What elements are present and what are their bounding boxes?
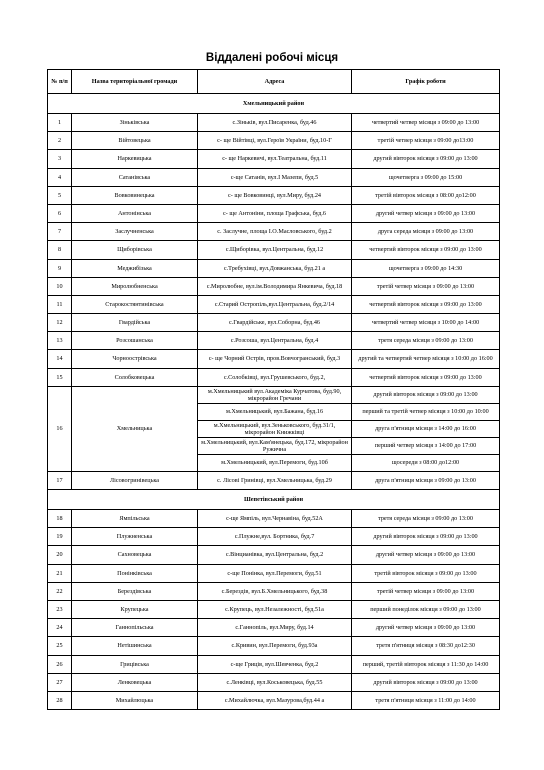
hromada-name: Нетішинська: [72, 637, 198, 655]
table-row: [48, 241, 500, 259]
schedule-cell: друга середа місяця з 09:00 до 13:00: [352, 223, 500, 241]
section-title: Шепетівський район: [48, 490, 500, 510]
address-cell: с- ще Війтівці, вул.Героїв України, буд.10-Г: [198, 132, 352, 150]
hromada-name: Сахновецька: [72, 546, 198, 564]
header-address: Адреса: [198, 70, 352, 94]
schedule-cell: щочетверга з 09:00 до 14:30: [352, 259, 500, 277]
table-row: [48, 186, 500, 204]
section-title: Хмельницький район: [48, 94, 500, 114]
address-cell: м.Хмельницький, вул.Бажана, буд.16: [198, 403, 352, 420]
table-body: [48, 94, 500, 710]
row-number: 4: [48, 168, 72, 186]
schedule-cell: другий четвер місяця з 09:00 до 13:00: [352, 204, 500, 222]
hromada-name: Розсошанська: [72, 332, 198, 350]
hromada-name: Ленковецька: [72, 673, 198, 691]
address-cell: с.Плужне,вул. Бортника, буд.7: [198, 528, 352, 546]
address-cell: м.Хмельницький, вул.Зеньковського, буд.31/1, мікрорайон Книжківці: [198, 420, 352, 437]
table-row: [48, 471, 500, 489]
row-number: 1: [48, 114, 72, 132]
hromada-name: Плужненська: [72, 528, 198, 546]
hromada-name: Понінківська: [72, 564, 198, 582]
schedule-cell: другий вівторок місяця з 09:00 до 13:00: [352, 386, 500, 403]
table-row: [48, 368, 500, 386]
schedule-cell: другий та четвертий четвер місяця з 10:00 до 16:00: [352, 350, 500, 368]
address-cell: с.Розсоша, вул.Центральна, буд.4: [198, 332, 352, 350]
table-row: [48, 619, 500, 637]
row-number: 3: [48, 150, 72, 168]
row-number: 23: [48, 600, 72, 618]
row-number: 9: [48, 259, 72, 277]
schedule-cell: другий вівторок місяця з 09:00 до 13:00: [352, 528, 500, 546]
row-number: 13: [48, 332, 72, 350]
table-row: [48, 386, 500, 403]
address-cell: с-ще Гриців, вул.Шевченка, буд.2: [198, 655, 352, 673]
row-number: 21: [48, 564, 72, 582]
schedule-cell: перший, третій вівторок місяця з 11:30 до 14:00: [352, 655, 500, 673]
schedule-cell: щосереди з 08:00 до12:00: [352, 454, 500, 471]
schedule-cell: четвертий вівторок місяця з 09:00 до 13:00: [352, 295, 500, 313]
table-row: [48, 510, 500, 528]
row-number: 22: [48, 582, 72, 600]
table-row: [48, 277, 500, 295]
table-row: [48, 655, 500, 673]
schedule-cell: четвертий четвер місяця з 10:00 до 14:00: [352, 314, 500, 332]
table-row: [48, 600, 500, 618]
schedule-cell: третя п'ятниця місяця з 08:30 до12:30: [352, 637, 500, 655]
row-number: 27: [48, 673, 72, 691]
address-cell: с.Старий Остропіль,вул.Центральна, буд.2/14: [198, 295, 352, 313]
header-hromada: Назва територіальної громади: [72, 70, 198, 94]
address-cell: м.Хмельницький, вул.Перемоги, буд.10б: [198, 454, 352, 471]
hromada-name: Михайлюцька: [72, 691, 198, 709]
address-cell: с.Ганнопіль, вул.Миру, буд.14: [198, 619, 352, 637]
address-cell: с- ще Наркевичі, вул.Театральна, буд.11: [198, 150, 352, 168]
schedule-cell: третій вівторок місяця з 09:00 до 13:00: [352, 564, 500, 582]
table-row: [48, 332, 500, 350]
hromada-name: Ганнопільська: [72, 619, 198, 637]
table-header-row: [48, 70, 500, 94]
hromada-name: Солобковецька: [72, 368, 198, 386]
section-row: [48, 490, 500, 510]
row-number: 26: [48, 655, 72, 673]
hromada-name: Вовковинецька: [72, 186, 198, 204]
address-cell: с.Кривин, вул.Перемоги, буд.93а: [198, 637, 352, 655]
schedule-cell: перший понеділок місяця з 09:00 до 13:00: [352, 600, 500, 618]
schedule-cell: третій четвер місяця з 09:00 до13:00: [352, 132, 500, 150]
row-number: 10: [48, 277, 72, 295]
table-row: [48, 564, 500, 582]
address-cell: с.Миролюбне, вул.ім.Володимира Янкевича, буд.18: [198, 277, 352, 295]
hromada-name: Крупецька: [72, 600, 198, 618]
section-row: [48, 94, 500, 114]
schedule-cell: четвертий четвер місяця з 09:00 до 13:00: [352, 114, 500, 132]
table-row: [48, 528, 500, 546]
row-number: 16: [48, 386, 72, 471]
hromada-name: Щиборівська: [72, 241, 198, 259]
table-row: [48, 114, 500, 132]
table-row: [48, 132, 500, 150]
schedule-cell: другий четвер місяця з 09:00 до 13:00: [352, 546, 500, 564]
hromada-name: Антонінська: [72, 204, 198, 222]
row-number: 24: [48, 619, 72, 637]
schedule-cell: третя п'ятниця місяця з 11:00 до 14:00: [352, 691, 500, 709]
row-number: 8: [48, 241, 72, 259]
hromada-name: Старокостянтинівська: [72, 295, 198, 313]
schedule-cell: друга п'ятниця місяця з 09:00 до 13:00: [352, 471, 500, 489]
address-cell: с.Требухівці, вул.Довжанська, буд.21 а: [198, 259, 352, 277]
row-number: 19: [48, 528, 72, 546]
address-cell: м.Хмельницький, вул.Кам'янецька, буд.172, мікрорайон Ружична: [198, 437, 352, 454]
address-cell: с.Михайлючка, вул.Мазурова,буд.44 а: [198, 691, 352, 709]
address-cell: с-ще Понінка, вул.Перемоги, буд.51: [198, 564, 352, 582]
hromada-name: Лісовогринівецька: [72, 471, 198, 489]
table-row: [48, 637, 500, 655]
hromada-name: Ямпільська: [72, 510, 198, 528]
hromada-name: Хмельницька: [72, 386, 198, 471]
row-number: 2: [48, 132, 72, 150]
schedule-cell: третя середа місяця з 09:00 до 13:00: [352, 332, 500, 350]
address-cell: с-ще Ямпіль, вул.Чернавіна, буд.52А: [198, 510, 352, 528]
address-cell: с.Гвардійське, вул.Соборна, буд.46: [198, 314, 352, 332]
address-cell: с.Солобківці, вул.Грушевського, буд.2,: [198, 368, 352, 386]
table-row: [48, 582, 500, 600]
address-cell: с- ще Антоніни, площа Графська, буд.6: [198, 204, 352, 222]
hromada-name: Меджибізька: [72, 259, 198, 277]
schedule-cell: третя середа місяця з 09:00 до 13:00: [352, 510, 500, 528]
header-schedule: Графік роботи: [352, 70, 500, 94]
address-cell: с.Зіньків, вул.Писаренка, буд.46: [198, 114, 352, 132]
page-title: Віддалені робочі місця: [205, 52, 339, 64]
table-row: [48, 204, 500, 222]
row-number: 17: [48, 471, 72, 489]
address-cell: с.Ленківці, вул.Коськовецька, буд.55: [198, 673, 352, 691]
address-cell: с. Лісові Гринівці, вул.Хмельницька, буд.29: [198, 471, 352, 489]
address-cell: м.Хмельницький вул.Академіка Курчатова, буд.90, мікрорайон Гречани: [198, 386, 352, 403]
table-row: [48, 168, 500, 186]
table-row: [48, 673, 500, 691]
schedule-cell: третій четвер місяця з 09:00 до 13:00: [352, 277, 500, 295]
address-cell: с- ще Вовковинці, вул.Миру, буд.24: [198, 186, 352, 204]
hromada-name: Берездівська: [72, 582, 198, 600]
schedule-cell: перший четвер місяця з 14:00 до 17:00: [352, 437, 500, 454]
hromada-name: Чорноострівська: [72, 350, 198, 368]
address-cell: с.Крупець, вул.Незалежності, буд.51а: [198, 600, 352, 618]
row-number: 20: [48, 546, 72, 564]
table-row: [48, 314, 500, 332]
schedule-cell: перший та третій четвер місяця з 10:00 до 10:00: [352, 403, 500, 420]
table-row: [48, 546, 500, 564]
schedule-cell: третій четвер місяця з 09:00 до 13:00: [352, 582, 500, 600]
schedule-cell: четвертий вівторок місяця з 09:00 до 13:00: [352, 368, 500, 386]
schedule-cell: другий четвер місяця з 09:00 до 13:00: [352, 619, 500, 637]
hromada-name: Грицівська: [72, 655, 198, 673]
hromada-name: Зіньківська: [72, 114, 198, 132]
schedule-cell: друга п'ятниця місяця з 14:00 до 16:00: [352, 420, 500, 437]
schedule-cell: третій вівторок місяця з 08:00 до12:00: [352, 186, 500, 204]
row-number: 7: [48, 223, 72, 241]
schedule-cell: четвертий вівторок місяця з 09:00 до 13:00: [352, 241, 500, 259]
row-number: 28: [48, 691, 72, 709]
table-row: [48, 691, 500, 709]
schedule-cell: щочетверга з 09:00 до 15:00: [352, 168, 500, 186]
header-number: № п/п: [48, 70, 72, 94]
row-number: 14: [48, 350, 72, 368]
hromada-name: Сатанівська: [72, 168, 198, 186]
schedule-cell: другий вівторок місяця з 09:00 до 13:00: [352, 150, 500, 168]
table-row: [48, 150, 500, 168]
table-row: [48, 295, 500, 313]
table-row: [48, 350, 500, 368]
table-row: [48, 259, 500, 277]
address-cell: с.Щиборівка, вул.Центральна, буд.12: [198, 241, 352, 259]
hromada-name: Війтовецька: [72, 132, 198, 150]
row-number: 25: [48, 637, 72, 655]
table-row: [48, 223, 500, 241]
hromada-name: Наркевицька: [72, 150, 198, 168]
row-number: 11: [48, 295, 72, 313]
address-cell: с.Берездів, вул.Б.Хмельницького, буд.38: [198, 582, 352, 600]
row-number: 12: [48, 314, 72, 332]
address-cell: с. Заслучне, площа І.О.Масловського, буд.2: [198, 223, 352, 241]
row-number: 5: [48, 186, 72, 204]
row-number: 15: [48, 368, 72, 386]
row-number: 6: [48, 204, 72, 222]
workplaces-table: [47, 69, 500, 710]
address-cell: с- ще Чорний Острів, пров.Вовчогранський, буд.3: [198, 350, 352, 368]
schedule-cell: другий вівторок місяця з 09:00 до 13:00: [352, 673, 500, 691]
address-cell: с-ще Сатанів, вул.І Мазепи, буд.5: [198, 168, 352, 186]
hromada-name: Гвардійська: [72, 314, 198, 332]
hromada-name: Миролюбненська: [72, 277, 198, 295]
row-number: 18: [48, 510, 72, 528]
hromada-name: Заслучненська: [72, 223, 198, 241]
address-cell: с.Вінцианівка, вул.Центральна, буд.2: [198, 546, 352, 564]
